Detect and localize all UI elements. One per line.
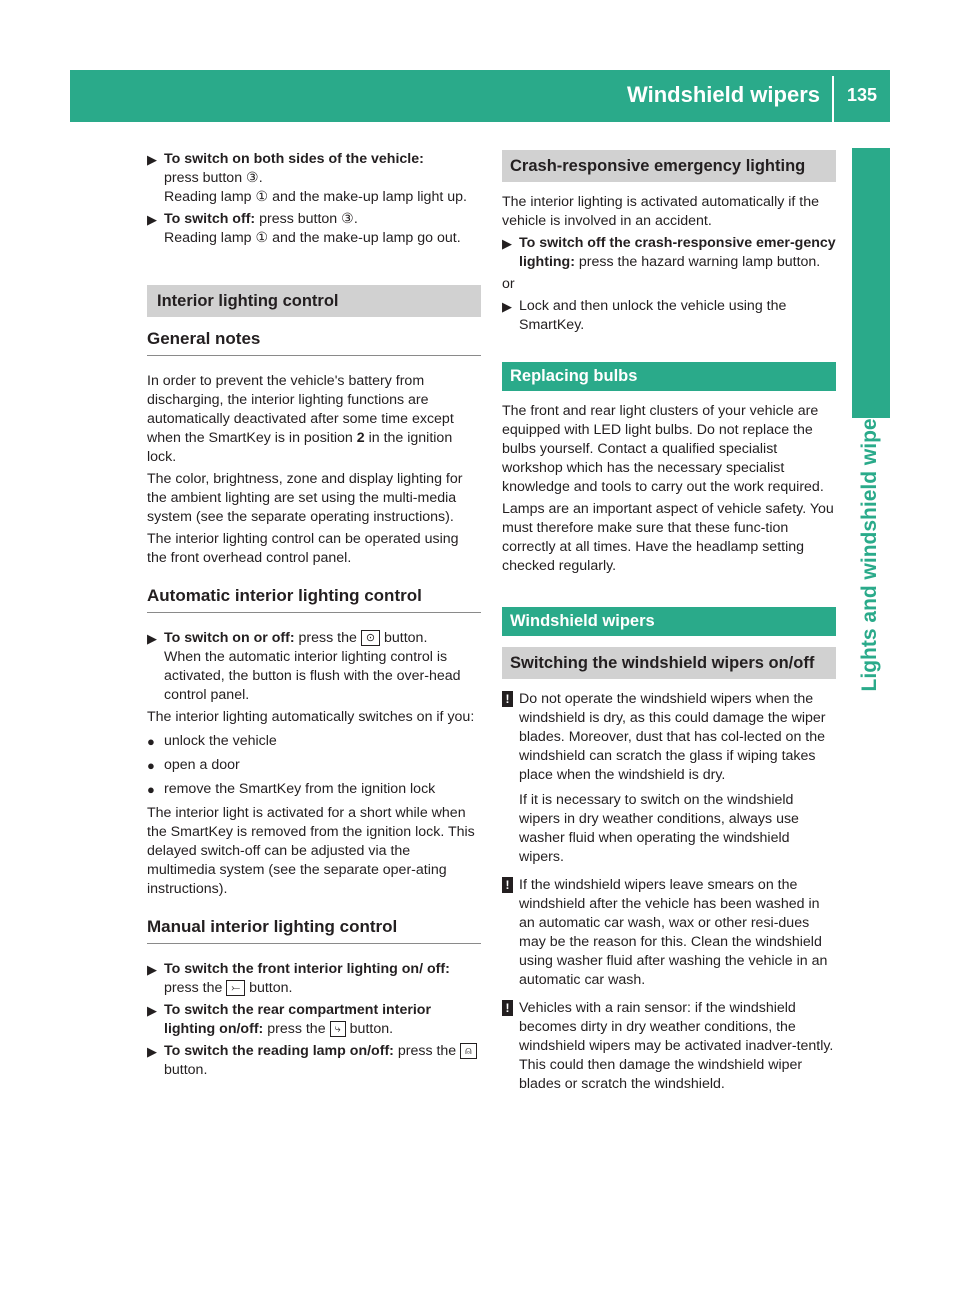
step-text: press the: [298, 630, 357, 646]
step-text: press the: [267, 1021, 326, 1037]
step-text: Lock and then unlock the vehicle using the SmartKey.: [519, 298, 787, 333]
warning-text: If the windshield wipers leave smears on the windshield after the vehicle has been washed in an automatic car wash, wax or other resi-dues may be the reason for this. Clean the windshield using washer fluid after washing the vehicle in an automatic car wash.: [519, 877, 828, 988]
list-item-text: open a door: [164, 757, 240, 773]
step-arrow-icon: ▶: [147, 1044, 157, 1059]
step-result: Reading lamp ① and the make-up lamp go out.: [164, 230, 461, 246]
ignition-position: 2: [356, 430, 365, 446]
step-text: button.: [164, 1062, 208, 1078]
instruction-step: [502, 297, 836, 335]
paragraph: The interior lighting is activated automatically if the vehicle is involved in an accident.: [502, 194, 820, 229]
step-lead: To switch the front interior lighting on/ off:: [164, 961, 450, 977]
instruction-step: [147, 1042, 481, 1080]
step-arrow-icon: ▶: [502, 299, 512, 314]
section-heading: Interior lighting control: [147, 285, 481, 317]
paragraph: The interior light is activated for a short while when the SmartKey is removed from the ignition lock. This delayed switch-off can be adjusted via the multimedia system (see the separate oper-ating instructions).: [147, 805, 475, 897]
instruction-step: [147, 1001, 481, 1039]
step-text: button.: [349, 1021, 394, 1037]
step-result: Reading lamp ① and the make-up lamp light up.: [164, 189, 467, 205]
header-title: Windshield wipers: [627, 82, 820, 107]
step-lead: To switch the rear compartment interior lighting on/off:: [164, 1002, 431, 1037]
step-arrow-icon: ▶: [147, 212, 157, 227]
page-number: 135: [846, 85, 878, 105]
step-lead: To switch the reading lamp on/off:: [164, 1043, 394, 1059]
step-arrow-icon: ▶: [502, 236, 512, 251]
step-text: button.: [384, 630, 428, 646]
step-arrow-icon: ▶: [147, 1003, 157, 1018]
rear-light-button-icon: ⤷: [330, 1021, 346, 1037]
step-text: press the: [397, 1043, 457, 1059]
warning-note: [502, 999, 836, 1094]
step-lead: To switch off the crash-responsive emer-gency lighting:: [519, 235, 836, 270]
warning-note: [502, 876, 836, 990]
front-light-button-icon: ⤚: [226, 980, 245, 996]
paragraph: or: [502, 276, 515, 292]
step-lead: To switch on both sides of the vehicle:: [164, 151, 424, 167]
instruction-step: [147, 960, 481, 998]
step-text: press the hazard warning lamp button.: [578, 254, 821, 270]
warning-text: Vehicles with a rain sensor: if the windshield becomes dirty in dry weather conditions, the windshield wipers may be activated inadver-tently. This could then damage the windshield wiper blades or scratch the windshield.: [519, 1000, 834, 1092]
warning-icon: !: [502, 1000, 513, 1016]
bullet-icon: ●: [147, 758, 155, 773]
list-item: [147, 756, 481, 775]
instruction-step: [502, 234, 836, 272]
paragraph: The interior lighting automatically switches on if you:: [147, 709, 475, 725]
bullet-icon: ●: [147, 782, 155, 797]
bullet-icon: ●: [147, 734, 155, 749]
reading-lamp-button-icon: ⍝: [460, 1043, 477, 1059]
step-text: press the: [164, 980, 223, 996]
right-column: [502, 150, 836, 1103]
page-header: [70, 70, 890, 122]
paragraph: [147, 372, 481, 467]
chapter-label: [834, 398, 906, 692]
warning-text: If it is necessary to switch on the windshield wipers in dry weather conditions, always use washer fluid when operating the windshield wipers.: [519, 792, 799, 865]
chapter-label-text: Lights and windshield wipers: [858, 398, 881, 692]
warning-icon: !: [502, 691, 513, 707]
instruction-step: [147, 629, 481, 705]
warning-text: Do not operate the windshield wipers when the windshield is dry, as this could damage the wiper blades. Moreover, dust that has col-lected on the windshield can scratch the glass if wiping takes place when the windshield is dry.: [519, 691, 826, 783]
section-heading: Windshield wipers: [502, 607, 836, 636]
step-arrow-icon: ▶: [147, 962, 157, 977]
warning-icon: !: [502, 877, 513, 893]
list-item: [147, 732, 481, 751]
subsection-heading: Manual interior lighting control: [147, 916, 481, 944]
step-lead: To switch off:: [164, 211, 256, 227]
subsection-heading: Automatic interior lighting control: [147, 585, 481, 613]
step-arrow-icon: ▶: [147, 631, 157, 646]
step-result: When the automatic interior lighting control is activated, the button is flush with the over-head control panel.: [164, 649, 461, 703]
left-column: [147, 150, 481, 1083]
step-text: press button ③.: [259, 211, 358, 227]
paragraph: The interior lighting control can be operated using the front overhead control panel.: [147, 531, 459, 566]
paragraph-text: In order to prevent the vehicle's battery from discharging, the interior lighting functions are automatically deactivated after some time except when the SmartKey is in position: [147, 373, 454, 446]
step-text: press button ③.: [164, 170, 263, 186]
paragraph: Lamps are an important aspect of vehicle safety. You must therefore make sure that these func-tion correctly at all times. Have the headlamp setting checked regularly.: [502, 501, 834, 574]
subsection-heading: General notes: [147, 328, 481, 356]
list-item: [147, 780, 481, 799]
subsection-heading: Switching the windshield wipers on/off: [502, 647, 836, 679]
list-item-text: remove the SmartKey from the ignition lock: [164, 781, 436, 797]
paragraph: The front and rear light clusters of your vehicle are equipped with LED light bulbs. Do not replace the bulbs yourself. Contact a qualified specialist workshop which has the necessary specialist knowledge and tools to carry out the work required.: [502, 403, 824, 495]
instruction-step: [147, 150, 481, 207]
section-heading: Crash-responsive emergency lighting: [502, 150, 836, 182]
section-heading: Replacing bulbs: [502, 362, 836, 391]
warning-note: [502, 690, 836, 867]
paragraph: The color, brightness, zone and display lighting for the ambient lighting are set using the multi-media system (see the separate operating instructions).: [147, 471, 463, 525]
step-arrow-icon: ▶: [147, 152, 157, 167]
step-lead: To switch on or off:: [164, 630, 295, 646]
chapter-tab: [852, 148, 890, 418]
instruction-step: [147, 210, 481, 248]
auto-light-button-icon: ⊙: [361, 630, 380, 646]
list-item-text: unlock the vehicle: [164, 733, 277, 749]
step-text: button.: [249, 980, 293, 996]
paragraph-text: in the ignition lock.: [147, 430, 453, 465]
